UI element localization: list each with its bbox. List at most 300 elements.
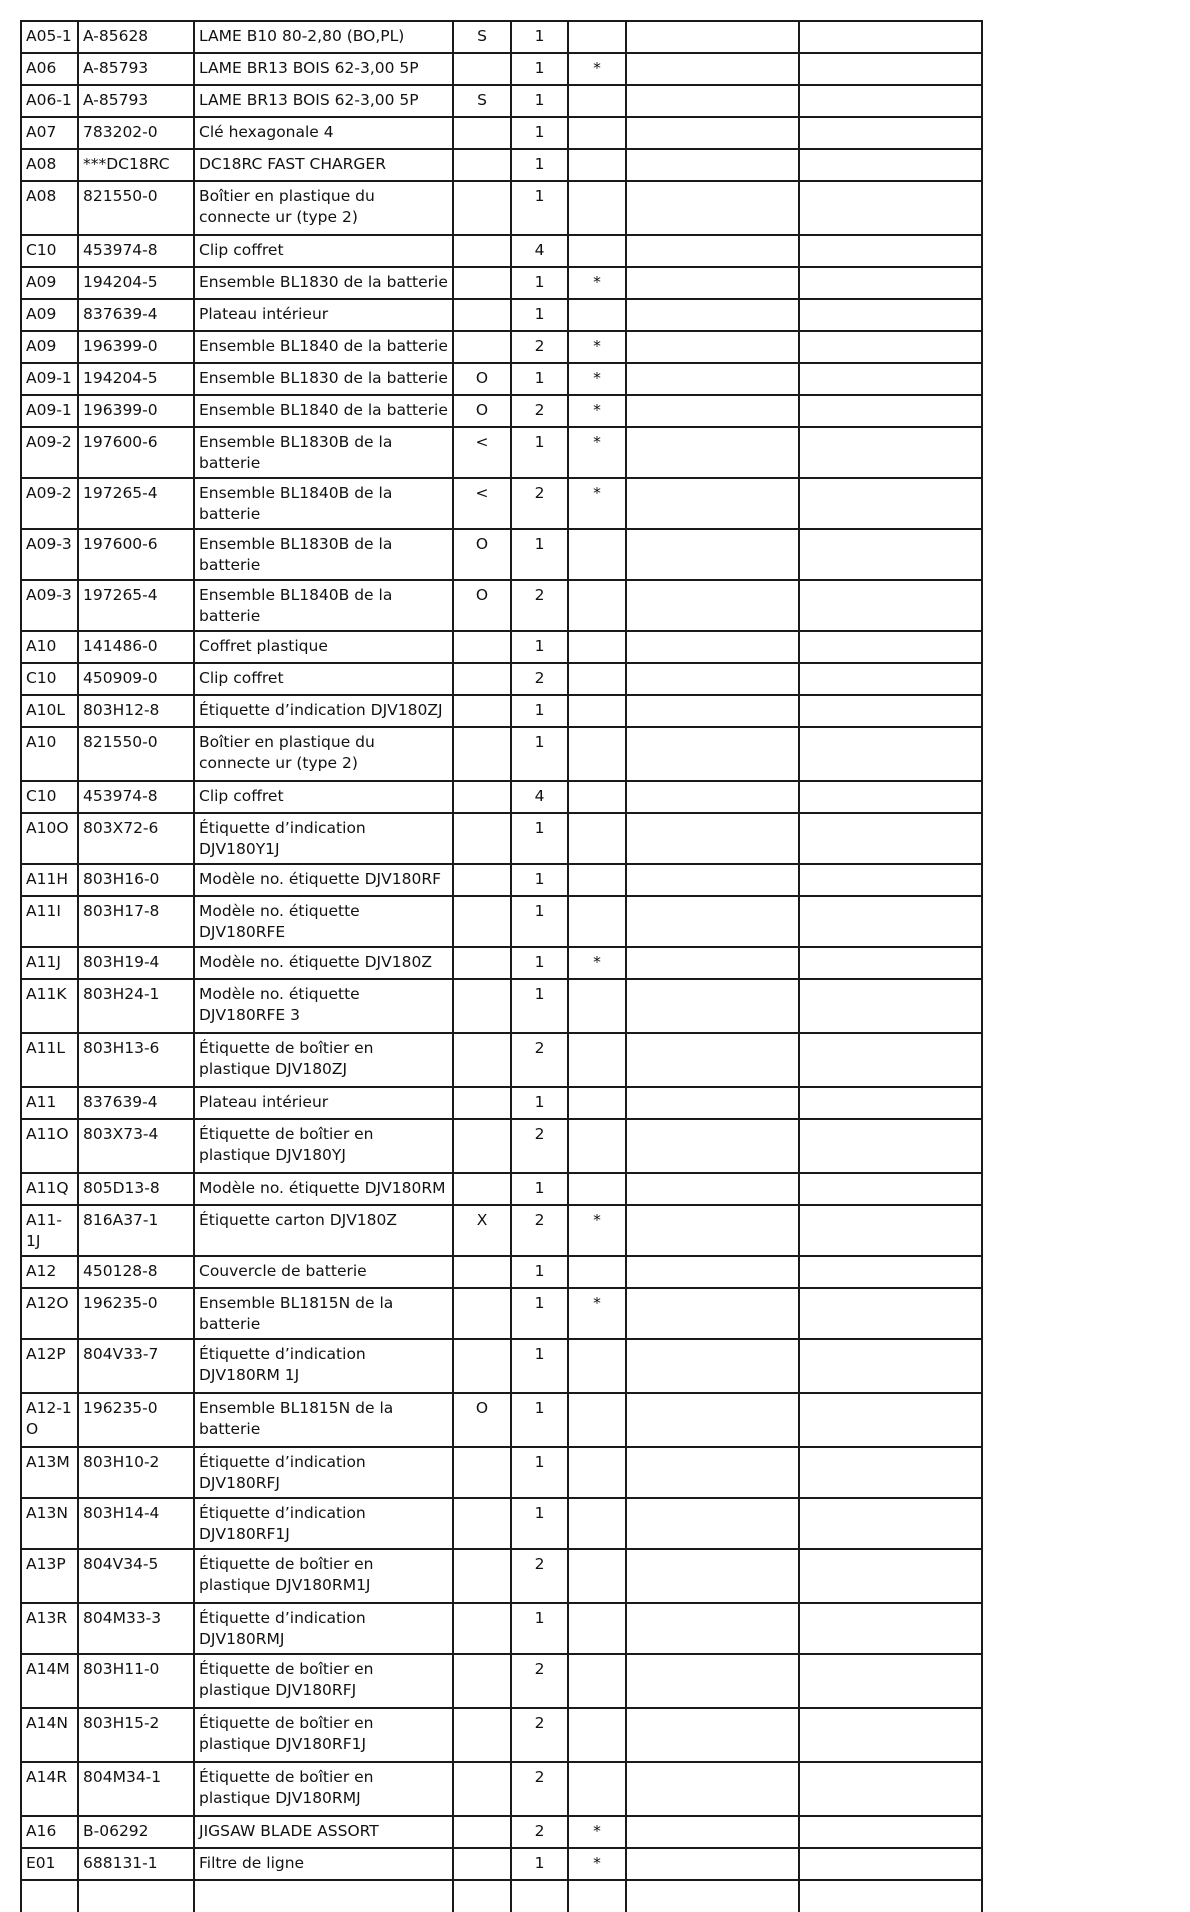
blank-cell-a: [626, 331, 799, 363]
description-cell: Couvercle de batterie: [194, 1256, 453, 1288]
description-cell: Ensemble BL1815N de la batterie: [194, 1288, 453, 1339]
part-number-cell: 141486-0: [78, 631, 194, 663]
quantity-cell: 1: [511, 529, 568, 580]
table-row: [21, 947, 982, 979]
blank-cell-b: [799, 1549, 982, 1603]
quantity-cell: 1: [511, 1848, 568, 1880]
part-number-cell: 803H13-6: [78, 1033, 194, 1087]
quantity-cell: 1: [511, 631, 568, 663]
blank-cell-a: [626, 149, 799, 181]
description-cell: Coffret plastique: [194, 631, 453, 663]
parts-table: [20, 20, 983, 1912]
quantity-cell: 2: [511, 1816, 568, 1848]
description-cell: DC18RC FAST CHARGER: [194, 149, 453, 181]
blank-cell-b: [799, 1654, 982, 1708]
flag-cell: [453, 631, 511, 663]
quantity-cell: 1: [511, 947, 568, 979]
part-number-cell: 803H10-2: [78, 1447, 194, 1498]
part-number-cell: 804M33-3: [78, 1603, 194, 1654]
blank-cell-a: [626, 299, 799, 331]
ref-cell: A05-1: [21, 21, 78, 53]
quantity-cell: 2: [511, 1119, 568, 1173]
blank-cell-a: [626, 947, 799, 979]
blank-cell-b: [799, 1816, 982, 1848]
mark-cell: [568, 1033, 626, 1087]
flag-cell: [453, 1708, 511, 1762]
blank-cell-b: [799, 813, 982, 864]
ref-cell: A13N: [21, 1498, 78, 1549]
continuation-row: [21, 1880, 982, 1912]
flag-cell: [453, 299, 511, 331]
flag-cell: [453, 1033, 511, 1087]
ref-cell: A07: [21, 117, 78, 149]
flag-cell: [453, 979, 511, 1033]
blank-cell-b: [799, 1339, 982, 1393]
continuation-cell: [78, 1880, 194, 1912]
mark-cell: [568, 1603, 626, 1654]
part-number-cell: A-85793: [78, 85, 194, 117]
blank-cell-a: [626, 427, 799, 478]
blank-cell-a: [626, 580, 799, 631]
continuation-cell: [194, 1880, 453, 1912]
table-row: [21, 1603, 982, 1654]
table-row: [21, 1339, 982, 1393]
part-number-cell: 453974-8: [78, 781, 194, 813]
blank-cell-b: [799, 979, 982, 1033]
mark-cell: [568, 580, 626, 631]
description-cell: Étiquette d’indication DJV180Y1J: [194, 813, 453, 864]
blank-cell-a: [626, 1087, 799, 1119]
flag-cell: O: [453, 529, 511, 580]
mark-cell: [568, 1708, 626, 1762]
part-number-cell: 197600-6: [78, 427, 194, 478]
flag-cell: [453, 1816, 511, 1848]
blank-cell-b: [799, 299, 982, 331]
blank-cell-a: [626, 896, 799, 947]
quantity-cell: 2: [511, 1549, 568, 1603]
flag-cell: S: [453, 85, 511, 117]
flag-cell: [453, 181, 511, 235]
mark-cell: [568, 149, 626, 181]
table-row: [21, 1393, 982, 1447]
description-cell: LAME BR13 BOIS 62-3,00 5P: [194, 85, 453, 117]
table-row: [21, 363, 982, 395]
ref-cell: A12P: [21, 1339, 78, 1393]
blank-cell-b: [799, 1498, 982, 1549]
blank-cell-a: [626, 1393, 799, 1447]
mark-cell: [568, 1087, 626, 1119]
quantity-cell: 1: [511, 979, 568, 1033]
quantity-cell: 1: [511, 864, 568, 896]
blank-cell-b: [799, 947, 982, 979]
mark-cell: [568, 979, 626, 1033]
table-row: [21, 979, 982, 1033]
flag-cell: O: [453, 363, 511, 395]
flag-cell: [453, 1762, 511, 1816]
parts-list-sheet: [20, 20, 981, 1912]
ref-cell: A16: [21, 1816, 78, 1848]
description-cell: Ensemble BL1840B de la batterie: [194, 580, 453, 631]
blank-cell-b: [799, 85, 982, 117]
blank-cell-a: [626, 1119, 799, 1173]
part-number-cell: 197265-4: [78, 478, 194, 529]
blank-cell-b: [799, 695, 982, 727]
table-row: [21, 1087, 982, 1119]
table-row: [21, 427, 982, 478]
description-cell: Ensemble BL1840 de la batterie: [194, 395, 453, 427]
part-number-cell: 197600-6: [78, 529, 194, 580]
flag-cell: [453, 1256, 511, 1288]
quantity-cell: 4: [511, 781, 568, 813]
mark-cell: [568, 695, 626, 727]
mark-cell: [568, 85, 626, 117]
mark-cell: *: [568, 363, 626, 395]
table-row: [21, 1816, 982, 1848]
blank-cell-a: [626, 1603, 799, 1654]
table-row: [21, 864, 982, 896]
blank-cell-a: [626, 85, 799, 117]
ref-cell: E01: [21, 1848, 78, 1880]
ref-cell: A11L: [21, 1033, 78, 1087]
blank-cell-b: [799, 181, 982, 235]
ref-cell: A09: [21, 331, 78, 363]
table-row: [21, 21, 982, 53]
mark-cell: [568, 864, 626, 896]
blank-cell-a: [626, 363, 799, 395]
ref-cell: C10: [21, 235, 78, 267]
blank-cell-a: [626, 631, 799, 663]
mark-cell: [568, 1762, 626, 1816]
mark-cell: *: [568, 267, 626, 299]
continuation-cell: [799, 1880, 982, 1912]
part-number-cell: 803H19-4: [78, 947, 194, 979]
blank-cell-b: [799, 529, 982, 580]
part-number-cell: 783202-0: [78, 117, 194, 149]
description-cell: Modèle no. étiquette DJV180RFE 3: [194, 979, 453, 1033]
part-number-cell: 803X73-4: [78, 1119, 194, 1173]
part-number-cell: 803H17-8: [78, 896, 194, 947]
mark-cell: *: [568, 478, 626, 529]
flag-cell: <: [453, 478, 511, 529]
mark-cell: [568, 117, 626, 149]
description-cell: Ensemble BL1830 de la batterie: [194, 267, 453, 299]
mark-cell: *: [568, 1848, 626, 1880]
mark-cell: [568, 631, 626, 663]
ref-cell: C10: [21, 781, 78, 813]
blank-cell-a: [626, 781, 799, 813]
description-cell: Plateau intérieur: [194, 1087, 453, 1119]
continuation-cell: [453, 1880, 511, 1912]
mark-cell: [568, 1119, 626, 1173]
table-row: [21, 1256, 982, 1288]
quantity-cell: 2: [511, 395, 568, 427]
flag-cell: [453, 331, 511, 363]
flag-cell: O: [453, 395, 511, 427]
ref-cell: A09: [21, 267, 78, 299]
description-cell: Ensemble BL1840 de la batterie: [194, 331, 453, 363]
quantity-cell: 1: [511, 21, 568, 53]
part-number-cell: 816A37-1: [78, 1205, 194, 1256]
ref-cell: A09: [21, 299, 78, 331]
blank-cell-a: [626, 663, 799, 695]
flag-cell: [453, 1173, 511, 1205]
description-cell: Clip coffret: [194, 235, 453, 267]
ref-cell: A09-3: [21, 580, 78, 631]
mark-cell: [568, 1549, 626, 1603]
quantity-cell: 2: [511, 478, 568, 529]
table-row: [21, 235, 982, 267]
blank-cell-b: [799, 478, 982, 529]
quantity-cell: 1: [511, 267, 568, 299]
flag-cell: [453, 1603, 511, 1654]
blank-cell-b: [799, 363, 982, 395]
blank-cell-b: [799, 864, 982, 896]
flag-cell: <: [453, 427, 511, 478]
part-number-cell: 803H11-0: [78, 1654, 194, 1708]
description-cell: LAME BR13 BOIS 62-3,00 5P: [194, 53, 453, 85]
description-cell: Modèle no. étiquette DJV180RFE: [194, 896, 453, 947]
quantity-cell: 1: [511, 427, 568, 478]
flag-cell: [453, 117, 511, 149]
ref-cell: A11H: [21, 864, 78, 896]
mark-cell: [568, 1654, 626, 1708]
ref-cell: A12: [21, 1256, 78, 1288]
quantity-cell: 1: [511, 299, 568, 331]
mark-cell: *: [568, 1816, 626, 1848]
quantity-cell: 4: [511, 235, 568, 267]
table-row: [21, 695, 982, 727]
quantity-cell: 1: [511, 1393, 568, 1447]
flag-cell: [453, 1087, 511, 1119]
quantity-cell: 1: [511, 363, 568, 395]
flag-cell: S: [453, 21, 511, 53]
description-cell: Boîtier en plastique du connecte ur (type 2): [194, 181, 453, 235]
table-row: [21, 181, 982, 235]
table-row: [21, 663, 982, 695]
blank-cell-b: [799, 1288, 982, 1339]
ref-cell: A10L: [21, 695, 78, 727]
table-row: [21, 1654, 982, 1708]
blank-cell-b: [799, 1205, 982, 1256]
blank-cell-a: [626, 1173, 799, 1205]
description-cell: LAME B10 80-2,80 (BO,PL): [194, 21, 453, 53]
blank-cell-b: [799, 395, 982, 427]
description-cell: Plateau intérieur: [194, 299, 453, 331]
description-cell: Étiquette de boîtier en plastique DJV180ZJ: [194, 1033, 453, 1087]
part-number-cell: ***DC18RC: [78, 149, 194, 181]
flag-cell: [453, 896, 511, 947]
blank-cell-b: [799, 1603, 982, 1654]
flag-cell: [453, 149, 511, 181]
mark-cell: [568, 235, 626, 267]
ref-cell: A12-1 O: [21, 1393, 78, 1447]
blank-cell-a: [626, 1339, 799, 1393]
description-cell: Filtre de ligne: [194, 1848, 453, 1880]
ref-cell: A13R: [21, 1603, 78, 1654]
flag-cell: [453, 1447, 511, 1498]
blank-cell-a: [626, 1708, 799, 1762]
blank-cell-a: [626, 21, 799, 53]
mark-cell: *: [568, 1288, 626, 1339]
blank-cell-a: [626, 695, 799, 727]
table-row: [21, 395, 982, 427]
blank-cell-b: [799, 1256, 982, 1288]
description-cell: Étiquette de boîtier en plastique DJV180RM1J: [194, 1549, 453, 1603]
ref-cell: A12O: [21, 1288, 78, 1339]
mark-cell: [568, 1498, 626, 1549]
blank-cell-a: [626, 478, 799, 529]
blank-cell-a: [626, 235, 799, 267]
quantity-cell: 1: [511, 1256, 568, 1288]
quantity-cell: 2: [511, 1033, 568, 1087]
ref-cell: A06: [21, 53, 78, 85]
part-number-cell: 688131-1: [78, 1848, 194, 1880]
description-cell: Étiquette d’indication DJV180RF1J: [194, 1498, 453, 1549]
description-cell: Ensemble BL1815N de la batterie: [194, 1393, 453, 1447]
part-number-cell: 837639-4: [78, 299, 194, 331]
table-row: [21, 1549, 982, 1603]
blank-cell-b: [799, 427, 982, 478]
mark-cell: *: [568, 427, 626, 478]
part-number-cell: 804M34-1: [78, 1762, 194, 1816]
flag-cell: [453, 1288, 511, 1339]
part-number-cell: 804V33-7: [78, 1339, 194, 1393]
blank-cell-a: [626, 181, 799, 235]
flag-cell: [453, 1848, 511, 1880]
description-cell: Boîtier en plastique du connecte ur (type 2): [194, 727, 453, 781]
part-number-cell: A-85793: [78, 53, 194, 85]
ref-cell: A11I: [21, 896, 78, 947]
mark-cell: [568, 1256, 626, 1288]
ref-cell: A11: [21, 1087, 78, 1119]
mark-cell: *: [568, 947, 626, 979]
ref-cell: A09-2: [21, 478, 78, 529]
blank-cell-b: [799, 1447, 982, 1498]
blank-cell-a: [626, 1205, 799, 1256]
blank-cell-b: [799, 1762, 982, 1816]
flag-cell: [453, 864, 511, 896]
blank-cell-a: [626, 1447, 799, 1498]
table-row: [21, 580, 982, 631]
ref-cell: A14N: [21, 1708, 78, 1762]
flag-cell: O: [453, 580, 511, 631]
blank-cell-b: [799, 631, 982, 663]
table-row: [21, 299, 982, 331]
part-number-cell: 196235-0: [78, 1393, 194, 1447]
table-row: [21, 1288, 982, 1339]
description-cell: Modèle no. étiquette DJV180RF: [194, 864, 453, 896]
quantity-cell: 2: [511, 1762, 568, 1816]
mark-cell: [568, 1447, 626, 1498]
description-cell: Ensemble BL1830B de la batterie: [194, 529, 453, 580]
table-row: [21, 727, 982, 781]
part-number-cell: 194204-5: [78, 267, 194, 299]
blank-cell-a: [626, 1498, 799, 1549]
quantity-cell: 1: [511, 813, 568, 864]
blank-cell-b: [799, 267, 982, 299]
ref-cell: A09-2: [21, 427, 78, 478]
part-number-cell: 803H16-0: [78, 864, 194, 896]
quantity-cell: 1: [511, 896, 568, 947]
table-row: [21, 1173, 982, 1205]
table-row: [21, 267, 982, 299]
flag-cell: [453, 727, 511, 781]
quantity-cell: 2: [511, 1708, 568, 1762]
ref-cell: A11O: [21, 1119, 78, 1173]
quantity-cell: 1: [511, 53, 568, 85]
quantity-cell: 1: [511, 1288, 568, 1339]
quantity-cell: 1: [511, 85, 568, 117]
blank-cell-b: [799, 117, 982, 149]
flag-cell: [453, 695, 511, 727]
part-number-cell: 805D13-8: [78, 1173, 194, 1205]
blank-cell-b: [799, 896, 982, 947]
blank-cell-a: [626, 813, 799, 864]
ref-cell: A14M: [21, 1654, 78, 1708]
quantity-cell: 1: [511, 1498, 568, 1549]
flag-cell: [453, 1119, 511, 1173]
description-cell: Clip coffret: [194, 663, 453, 695]
table-row: [21, 1119, 982, 1173]
continuation-cell: [21, 1880, 78, 1912]
table-row: [21, 1447, 982, 1498]
description-cell: Modèle no. étiquette DJV180RM: [194, 1173, 453, 1205]
blank-cell-a: [626, 1288, 799, 1339]
ref-cell: A11-1J: [21, 1205, 78, 1256]
ref-cell: A14R: [21, 1762, 78, 1816]
ref-cell: A06-1: [21, 85, 78, 117]
blank-cell-a: [626, 1848, 799, 1880]
part-number-cell: 804V34-5: [78, 1549, 194, 1603]
blank-cell-a: [626, 1256, 799, 1288]
continuation-cell: [511, 1880, 568, 1912]
part-number-cell: 450128-8: [78, 1256, 194, 1288]
table-row: [21, 1708, 982, 1762]
mark-cell: *: [568, 1205, 626, 1256]
blank-cell-b: [799, 1393, 982, 1447]
blank-cell-b: [799, 331, 982, 363]
part-number-cell: 803H24-1: [78, 979, 194, 1033]
part-number-cell: 821550-0: [78, 181, 194, 235]
ref-cell: A10: [21, 631, 78, 663]
blank-cell-a: [626, 727, 799, 781]
blank-cell-b: [799, 53, 982, 85]
table-row: [21, 1762, 982, 1816]
flag-cell: [453, 1654, 511, 1708]
flag-cell: O: [453, 1393, 511, 1447]
ref-cell: A13P: [21, 1549, 78, 1603]
flag-cell: [453, 1549, 511, 1603]
flag-cell: X: [453, 1205, 511, 1256]
table-row: [21, 53, 982, 85]
description-cell: JIGSAW BLADE ASSORT: [194, 1816, 453, 1848]
ref-cell: C10: [21, 663, 78, 695]
quantity-cell: 1: [511, 1087, 568, 1119]
table-row: [21, 896, 982, 947]
part-number-cell: 803H14-4: [78, 1498, 194, 1549]
table-row: [21, 85, 982, 117]
blank-cell-a: [626, 979, 799, 1033]
blank-cell-b: [799, 1173, 982, 1205]
ref-cell: A11J: [21, 947, 78, 979]
part-number-cell: 196235-0: [78, 1288, 194, 1339]
blank-cell-a: [626, 1762, 799, 1816]
ref-cell: A13M: [21, 1447, 78, 1498]
flag-cell: [453, 663, 511, 695]
quantity-cell: 1: [511, 695, 568, 727]
mark-cell: [568, 21, 626, 53]
quantity-cell: 1: [511, 1603, 568, 1654]
